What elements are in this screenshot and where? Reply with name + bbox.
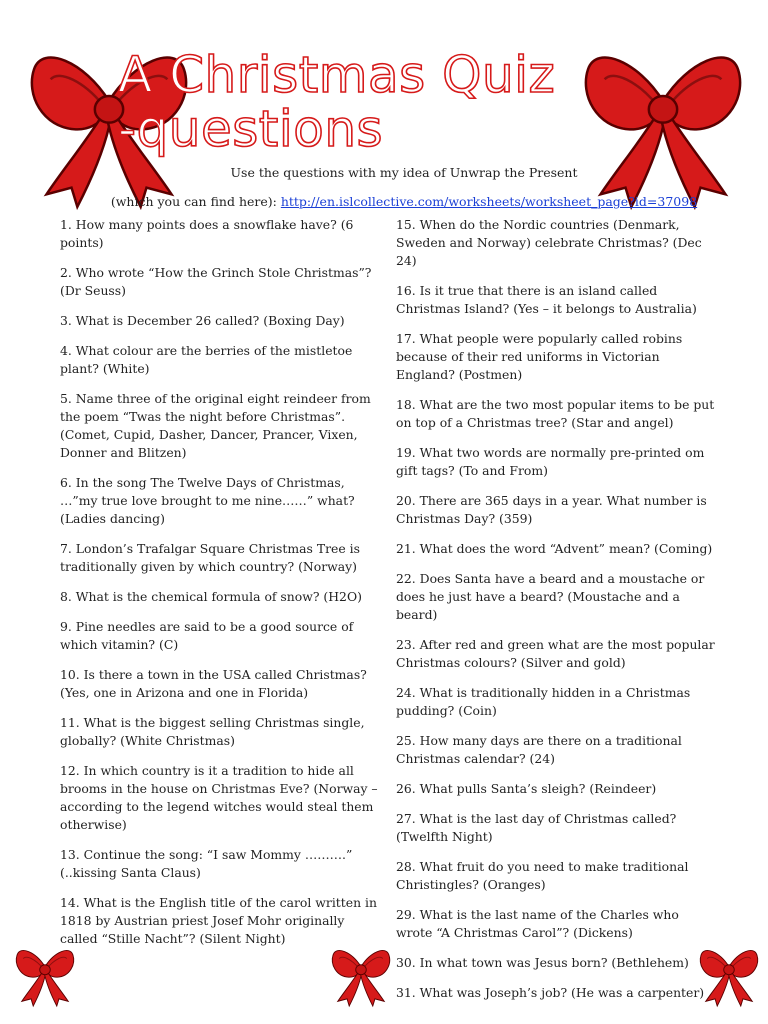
- quiz-question: 13. Continue the song: “I saw Mommy ……….” (..kissing Santa Claus): [60, 847, 353, 880]
- quiz-question: 12. In which country is it a tradition to hide all brooms in the house on Christmas Eve? (Norway – according to the legend witches would steal them otherwise): [60, 763, 378, 832]
- quiz-question: 28. What fruit do you need to make traditional Christingles? (Oranges): [396, 859, 689, 892]
- quiz-question: 17. What people were popularly called robins because of their red uniforms in Victorian England? (Postmen): [396, 331, 683, 382]
- intro-line: Use the questions with my idea of Unwrap the Present: [230, 165, 578, 180]
- quiz-question: 1. How many points does a snowflake have? (6 points): [60, 217, 354, 250]
- quiz-question: 23. After red and green what are the most popular Christmas colours? (Silver and gold): [396, 637, 715, 670]
- quiz-question: 30. In what town was Jesus born? (Bethlehem): [396, 955, 689, 970]
- quiz-question: 15. When do the Nordic countries (Denmark, Sweden and Norway) celebrate Christmas? (Dec 24): [396, 217, 702, 268]
- quiz-question: 2. Who wrote “How the Grinch Stole Christmas”? (Dr Seuss): [60, 265, 372, 298]
- quiz-question: 18. What are the two most popular items to be put on top of a Christmas tree? (Star and angel): [396, 397, 715, 430]
- quiz-question: 16. Is it true that there is an island called Christmas Island? (Yes – it belongs to Australia): [396, 283, 697, 316]
- quiz-question: 31. What was Joseph’s job? (He was a carpenter): [396, 985, 705, 1000]
- quiz-question: 7. London’s Trafalgar Square Christmas Tree is traditionally given by which country? (Norway): [60, 541, 360, 574]
- quiz-question: 10. Is there a town in the USA called Christmas? (Yes, one in Arizona and one in Florida): [60, 667, 367, 700]
- quiz-question: 29. What is the last name of the Charles who wrote “A Christmas Carol”? (Dickens): [396, 907, 679, 940]
- page-title: [118, 48, 678, 156]
- quiz-question: 3. What is December 26 called? (Boxing Day): [60, 313, 345, 328]
- quiz-question: 20. There are 365 days in a year. What number is Christmas Day? (359): [396, 493, 707, 526]
- quiz-question: 25. How many days are there on a traditional Christmas calendar? (24): [396, 733, 682, 766]
- quiz-question: 22. Does Santa have a beard and a moustache or does he just have a beard? (Moustache and a beard): [396, 571, 705, 622]
- quiz-question: 26. What pulls Santa’s sleigh? (Reindeer): [396, 781, 657, 796]
- quiz-question: 5. Name three of the original eight reindeer from the poem “Twas the night before Christmas”. (Comet, Cupid, Dasher, Dancer, Prancer, Vixen, Donner and Blitzen): [60, 391, 371, 460]
- quiz-question: 24. What is traditionally hidden in a Christmas pudding? (Coin): [396, 685, 691, 718]
- quiz-question: 19. What two words are normally pre-printed om gift tags? (To and From): [396, 445, 705, 478]
- questions-right-column: [396, 216, 716, 1014]
- quiz-question: 9. Pine needles are said to be a good source of which vitamin? (C): [60, 619, 354, 652]
- quiz-question: 4. What colour are the berries of the mistletoe plant? (White): [60, 343, 353, 376]
- title-line-1: A Christmas Quiz: [118, 46, 556, 104]
- quiz-question: 6. In the song The Twelve Days of Christmas, …”my true love brought to me nine……” what? (Ladies dancing): [60, 475, 355, 526]
- intro-link-line: [20, 194, 768, 209]
- quiz-question: 8. What is the chemical formula of snow? (H2O): [60, 589, 362, 604]
- quiz-question: 27. What is the last day of Christmas called? (Twelfth Night): [396, 811, 677, 844]
- quiz-question: 14. What is the English title of the carol written in 1818 by Austrian priest Josef Mohr originally called “Stille Nacht”? (Silent Night): [60, 895, 377, 946]
- worksheet-link[interactable]: http://en.islcollective.com/worksheets/worksheet_page?id=37098: [280, 194, 698, 209]
- quiz-question: 11. What is the biggest selling Christmas single, globally? (White Christmas): [60, 715, 365, 748]
- intro-link-prefix: (which you can find here):: [110, 194, 281, 209]
- title-line-2: -questions: [118, 100, 384, 158]
- quiz-question: 21. What does the word “Advent” mean? (Coming): [396, 541, 713, 556]
- questions-left-column: [60, 216, 382, 960]
